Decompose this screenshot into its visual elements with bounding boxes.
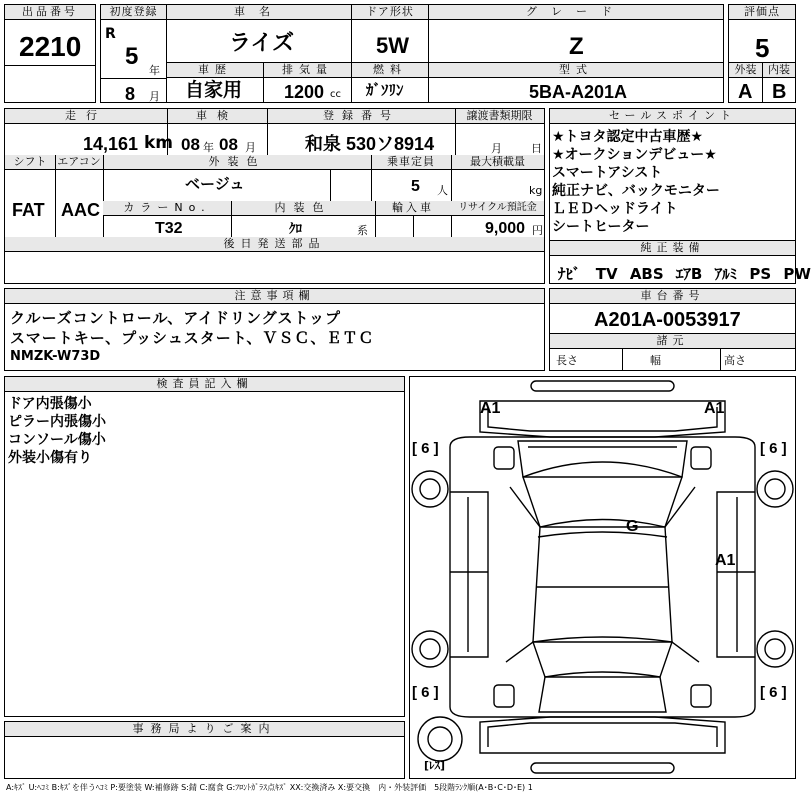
capacity-label: 乗車定員	[371, 155, 451, 170]
inspector-box	[4, 376, 405, 717]
damage-mark-front-left: A1	[480, 400, 501, 417]
interior-label: 内装	[763, 63, 795, 78]
shift-label: シフト	[5, 155, 55, 170]
capacity: 5	[411, 178, 420, 195]
sales-point-line: シートヒーター	[552, 219, 650, 235]
history-label: 車歴	[167, 63, 263, 78]
length-label: 長さ	[556, 354, 578, 367]
model-box	[428, 62, 724, 103]
ac: AAC	[61, 200, 100, 220]
first-reg-year: 5	[125, 43, 139, 70]
sales-point-line: ★トヨタ認定中古車歴★	[552, 129, 704, 145]
office-label: 事務局よりご案内	[5, 722, 404, 737]
equipment-item: PS	[749, 265, 772, 283]
recycle-label: リサイクル預託金	[451, 201, 544, 216]
displacement-unit: cc	[330, 89, 341, 100]
chassis-label: 車台番号	[550, 289, 795, 304]
office-box	[4, 721, 405, 779]
mileage: 14,161	[83, 134, 139, 154]
equipment-box	[549, 240, 811, 284]
mileage-label: 走行	[5, 109, 167, 124]
grade-label: グレード	[429, 5, 723, 20]
inspector-line: 外装小傷有り	[8, 450, 92, 466]
sales-point-line: スマートアシスト	[552, 165, 663, 181]
chassis-number: A201A-0053917	[594, 309, 741, 331]
int-color-unit: 系	[357, 224, 368, 237]
spare-tire-label: [ﾚｽ]	[424, 759, 446, 772]
equipment-item: TV	[595, 265, 618, 283]
reg-no-label: 登録番号	[267, 109, 455, 124]
notes-line: スマートキー、プッシュスタート、ＶＳＣ、ＥＴＣ	[10, 329, 375, 347]
notes-label: 注意事項欄	[5, 289, 544, 304]
spec-label: 諸元	[550, 333, 795, 349]
legend: A:ｷｽﾞ U:ﾍｺﾐ B:ｷｽﾞを伴うﾍｺﾐ P:要塗装 W:補修跡 S:錆 C:腐食 G:ﾌﾛﾝﾄｶﾞﾗｽ点ｷｽﾞ XX:交換済み X:要交換 内・外装評価 5段階ﾗﾝｸ順(A･B･C･D･E) 1	[6, 783, 533, 792]
car-name-box	[166, 4, 352, 63]
lot-label: 出品番号	[5, 5, 95, 20]
ac-label: エアコン	[55, 155, 103, 170]
month-unit: 月	[149, 90, 160, 103]
ext-color: ベージュ	[185, 175, 245, 193]
interior-score: B	[772, 81, 787, 103]
car-diagram	[409, 376, 796, 779]
import-label: 輸入車	[375, 201, 451, 216]
fuel: ｶﾞｿﾘﾝ	[366, 81, 404, 99]
notes-box	[4, 288, 545, 371]
equipment-item: ﾅﾋﾞ	[558, 265, 581, 283]
exterior-box	[728, 62, 763, 103]
chassis-box	[549, 288, 796, 371]
mid-table	[4, 108, 545, 284]
grade: Z	[569, 33, 584, 60]
sales-point-line: ＬＥＤヘッドライト	[552, 201, 678, 217]
insp-year-unit: 年	[203, 141, 214, 154]
damage-mark-right-side: A1	[715, 552, 736, 569]
displacement: 1200	[284, 82, 325, 102]
door-box	[351, 4, 429, 63]
mileage-unit: km	[144, 133, 174, 153]
tire-rear-right: [ 6 ]	[760, 684, 787, 701]
interior-box	[762, 62, 796, 103]
max-load-unit: kg	[529, 184, 543, 197]
car-name-label: 車名	[167, 5, 351, 20]
int-color-label: 内装色	[231, 201, 375, 216]
history: 自家用	[185, 79, 243, 101]
era: R	[105, 26, 116, 42]
sales-point-line: ★オークションデビュー★	[552, 147, 717, 163]
max-load-label: 最大積載量	[451, 155, 544, 170]
insp-year: 08	[181, 135, 200, 154]
damage-mark-front-right: A1	[704, 400, 725, 417]
notes-line: NMZK-W73D	[10, 349, 101, 364]
insp-month: 08	[219, 135, 238, 154]
tire-front-right: [ 6 ]	[760, 440, 787, 457]
insp-month-unit: 月	[245, 141, 256, 154]
shift: FAT	[12, 200, 45, 220]
equipment-item: ｱﾙﾐ	[714, 265, 738, 283]
history-box	[166, 62, 264, 103]
sales-point-line: 純正ナビ、バックモニター	[552, 183, 720, 199]
exterior-label: 外装	[729, 63, 762, 78]
inspector-line: コンソール傷小	[8, 432, 106, 448]
transfer-month: 月	[491, 142, 502, 155]
car-name: ライズ	[229, 31, 295, 56]
door-type: 5W	[376, 33, 409, 58]
fuel-box	[351, 62, 429, 103]
exterior-score: A	[738, 81, 753, 103]
registration-number: 和泉 530ソ8914	[305, 134, 435, 154]
equipment-item: ｴｱB	[675, 265, 703, 283]
inspector-label: 検査員記入欄	[5, 377, 404, 392]
inspector-line: ドア内張傷小	[8, 396, 92, 412]
later-parts-label: 後日発送部品	[5, 237, 544, 252]
transfer-day: 日	[531, 142, 542, 155]
score-label: 評価点	[729, 5, 795, 20]
equipment-label: 純正装備	[550, 241, 795, 256]
damage-mark-windshield: G	[626, 518, 639, 535]
tire-front-left: [ 6 ]	[412, 440, 439, 457]
color-no: T32	[155, 220, 183, 237]
ext-color-label: 外装色	[103, 155, 371, 170]
notes-line: クルーズコントロール、アイドリングストップ	[10, 309, 342, 327]
int-color: ｸﾛ	[289, 222, 302, 237]
first-reg-label: 初度登録	[101, 5, 166, 20]
displacement-label: 排気量	[264, 63, 351, 78]
fuel-label: 燃料	[352, 63, 428, 78]
grade-box	[428, 4, 724, 63]
equipment-item: PW	[783, 265, 811, 283]
color-no-label: カラーNo.	[103, 201, 231, 216]
inspection-label: 車検	[167, 109, 267, 124]
displacement-box	[263, 62, 352, 103]
recycle: 9,000	[485, 220, 526, 237]
height-label: 高さ	[724, 354, 746, 367]
door-label: ドア形状	[352, 5, 428, 20]
first-reg-month: 8	[125, 84, 136, 104]
lot-number: 2210	[19, 31, 82, 62]
first-reg-box	[100, 4, 167, 103]
score: 5	[755, 33, 770, 63]
recycle-unit: 円	[532, 224, 543, 237]
width-label: 幅	[650, 354, 661, 367]
year-unit: 年	[149, 64, 160, 77]
lot-box	[4, 4, 96, 103]
model-label: 型式	[429, 63, 723, 78]
score-box	[728, 4, 796, 63]
sales-point-label: セールスポイント	[550, 109, 795, 124]
car-outline-diagram	[410, 377, 795, 778]
sales-point-box	[549, 108, 796, 241]
capacity-unit: 人	[437, 184, 448, 197]
inspector-line: ピラー内張傷小	[8, 414, 106, 430]
model: 5BA-A201A	[529, 82, 628, 102]
tire-rear-left: [ 6 ]	[412, 684, 439, 701]
equipment-item: ABS	[629, 265, 664, 283]
transfer-label: 譲渡書類期限	[455, 109, 544, 124]
